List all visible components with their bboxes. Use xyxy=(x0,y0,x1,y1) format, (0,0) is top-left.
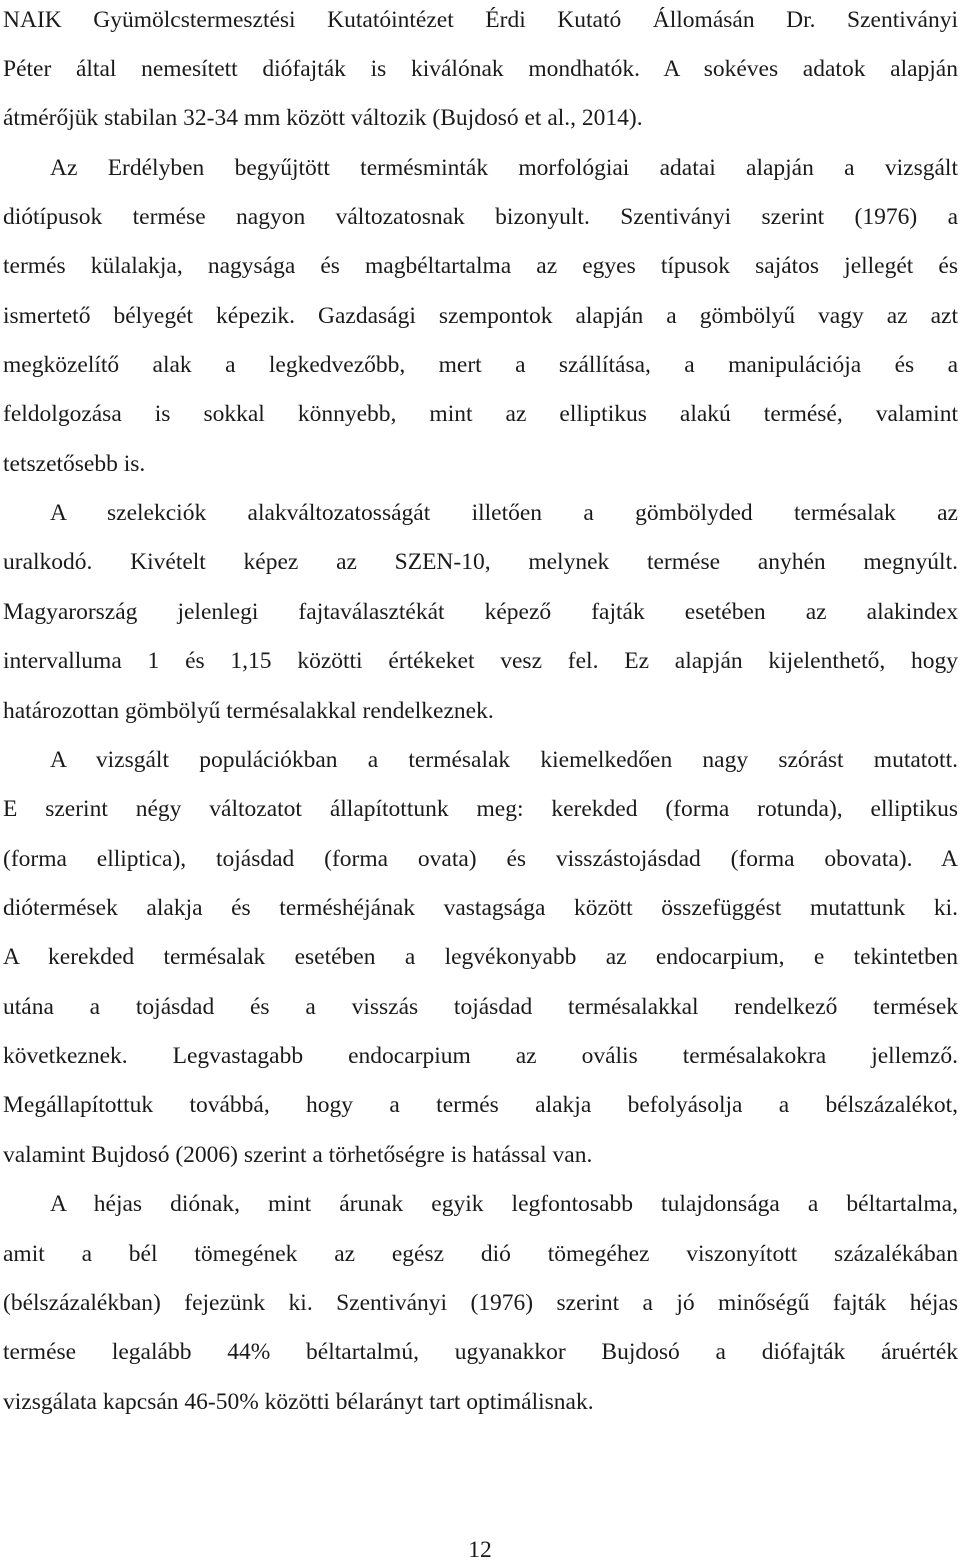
text-line: amit a bél tömegének az egész dió tömegéhez viszonyított százalékában xyxy=(3,1241,958,1267)
text-line: tetszetősebb is. xyxy=(3,451,146,477)
text-line: Péter által nemesített diófajták is kiválónak mondhatók. A sokéves adatok alapján xyxy=(3,56,958,82)
text-line: vizsgálata kapcsán 46-50% közötti bélarányt tart optimálisnak. xyxy=(3,1389,594,1415)
text-line: A vizsgált populációkban a termésalak kiemelkedően nagy szórást mutatott. xyxy=(50,747,958,773)
text-line: uralkodó. Kivételt képez az SZEN-10, melynek termése anyhén megnyúlt. xyxy=(3,549,958,575)
text-line: utána a tojásdad és a visszás tojásdad termésalakkal rendelkező termések xyxy=(3,994,958,1020)
text-line: intervalluma 1 és 1,15 közötti értékeket vesz fel. Ez alapján kijelenthető, hogy xyxy=(3,648,958,674)
text-line: A héjas diónak, mint árunak egyik legfontosabb tulajdonsága a béltartalma, xyxy=(50,1191,958,1217)
text-line: E szerint négy változatot állapítottunk meg: kerekded (forma rotunda), elliptikus xyxy=(3,796,958,822)
text-line: NAIK Gyümölcstermesztési Kutatóintézet Érdi Kutató Állomásán Dr. Szentiványi xyxy=(3,7,958,33)
text-line: következnek. Legvastagabb endocarpium az ovális termésalakokra jellemző. xyxy=(3,1043,958,1069)
text-line: Megállapítottuk továbbá, hogy a termés alakja befolyásolja a bélszázalékot, xyxy=(3,1092,958,1118)
text-line: Az Erdélyben begyűjtött termésminták morfológiai adatai alapján a vizsgált xyxy=(50,155,958,181)
text-line: valamint Bujdosó (2006) szerint a törhetőségre is hatással van. xyxy=(3,1142,593,1168)
text-line: ismertető bélyegét képezik. Gazdasági szempontok alapján a gömbölyű vagy az azt xyxy=(3,303,958,329)
text-line: A szelekciók alakváltozatosságát illetően a gömbölyded termésalak az xyxy=(50,500,958,526)
text-line: diótípusok termése nagyon változatosnak bizonyult. Szentiványi szerint (1976) a xyxy=(3,204,958,230)
text-line: határozottan gömbölyű termésalakkal rendelkeznek. xyxy=(3,698,494,724)
text-line: (forma elliptica), tojásdad (forma ovata) és visszástojásdad (forma obovata). A xyxy=(3,846,958,872)
text-line: termése legalább 44% béltartalmú, ugyanakkor Bujdosó a diófajták áruérték xyxy=(3,1339,958,1365)
text-line: diótermések alakja és terméshéjának vastagsága között összefüggést mutattunk ki. xyxy=(3,895,958,921)
text-line: feldolgozása is sokkal könnyebb, mint az elliptikus alakú termésé, valamint xyxy=(3,401,958,427)
text-line: A kerekded termésalak esetében a legvékonyabb az endocarpium, e tekintetben xyxy=(3,944,958,970)
text-line: megközelítő alak a legkedvezőbb, mert a szállítása, a manipulációja és a xyxy=(3,352,958,378)
page-number: 12 xyxy=(468,1537,492,1563)
text-line: (bélszázalékban) fejezünk ki. Szentiványi (1976) szerint a jó minőségű fajták héjas xyxy=(3,1290,958,1316)
text-line: termés külalakja, nagysága és magbéltartalma az egyes típusok sajátos jellegét és xyxy=(3,253,958,279)
text-line: Magyarország jelenlegi fajtaválasztékát képező fajták esetében az alakindex xyxy=(3,599,958,625)
text-line: átmérőjük stabilan 32-34 mm között változik (Bujdosó et al., 2014). xyxy=(3,105,643,131)
